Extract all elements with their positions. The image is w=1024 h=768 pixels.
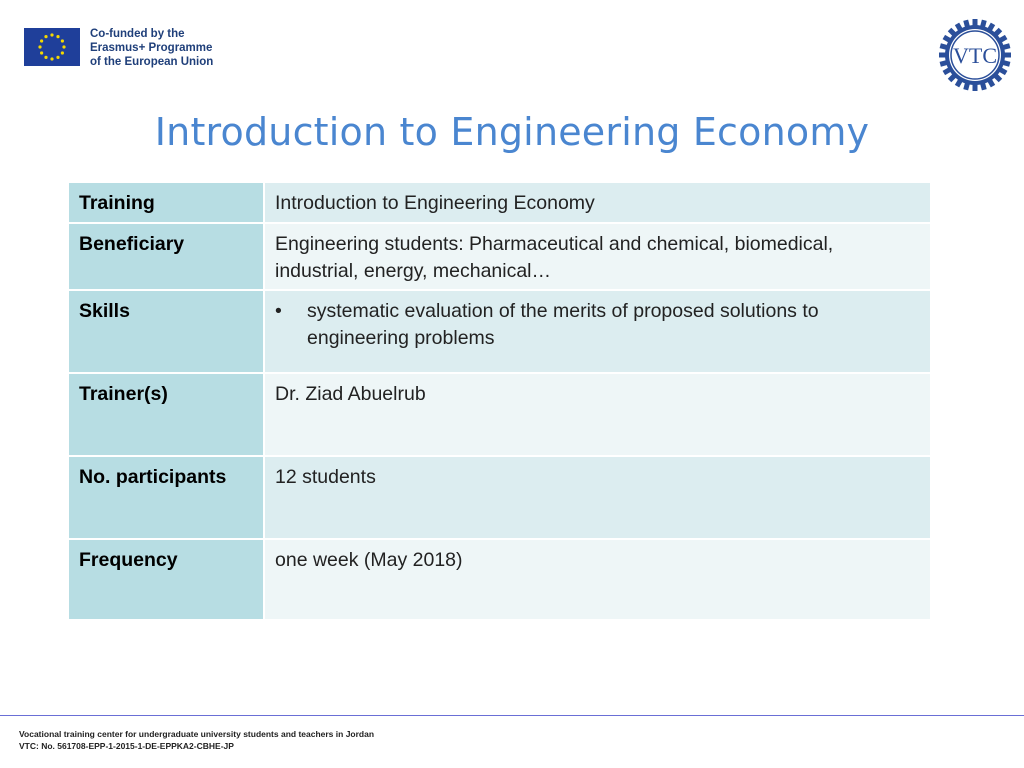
row-value: Introduction to Engineering Economy <box>265 183 930 222</box>
table-row <box>69 291 930 374</box>
row-value: 12 students <box>265 457 930 538</box>
eu-text-line: Erasmus+ Programme <box>90 42 213 54</box>
vtc-logo-icon <box>938 18 1012 92</box>
bullet-item <box>275 298 920 352</box>
row-label: No. participants <box>69 457 265 538</box>
footer-divider <box>0 715 1024 716</box>
row-label: Frequency <box>69 540 265 619</box>
eu-text-line: of the European Union <box>90 56 214 68</box>
row-label: Trainer(s) <box>69 374 265 455</box>
svg-text:VTC: VTC <box>953 43 997 68</box>
row-label: Skills <box>69 291 265 372</box>
table-row <box>69 540 930 619</box>
footer-line-2: VTC: No. 561708-EPP-1-2015-1-DE-EPPKA2-CBHE-JP <box>19 741 234 751</box>
table-row <box>69 224 930 291</box>
eu-star <box>44 35 47 38</box>
eu-cofunding-text <box>90 27 213 69</box>
footer-line-1: Vocational training center for undergraduate university students and teachers in Jordan <box>19 729 375 739</box>
row-value <box>265 291 930 372</box>
page-title: Introduction to Engineering Economy <box>154 110 870 154</box>
footer <box>19 728 374 752</box>
eu-star <box>38 45 41 48</box>
bullet-glyph: • <box>275 300 282 322</box>
eu-star <box>61 51 64 54</box>
table-row <box>69 374 930 457</box>
eu-star <box>40 39 43 42</box>
eu-flag-icon <box>24 28 80 66</box>
eu-star <box>62 45 65 48</box>
eu-star <box>50 33 53 36</box>
eu-star <box>56 35 59 38</box>
row-value: Engineering students: Pharmaceutical and chemical, biomedical, industrial, energy, mechanical… <box>265 224 930 289</box>
eu-star <box>61 39 64 42</box>
table-row <box>69 457 930 540</box>
training-info-table <box>69 183 930 619</box>
table-row <box>69 183 930 224</box>
bullet-text: systematic evaluation of the merits of proposed solutions to engineering problems <box>307 300 819 349</box>
row-value: one week (May 2018) <box>265 540 930 619</box>
eu-star <box>50 57 53 60</box>
eu-star <box>44 56 47 59</box>
row-value: Dr. Ziad Abuelrub <box>265 374 930 455</box>
eu-star <box>40 51 43 54</box>
eu-text-line: Co-funded by the <box>90 28 185 40</box>
row-label: Beneficiary <box>69 224 265 289</box>
row-label: Training <box>69 183 265 222</box>
eu-star <box>56 56 59 59</box>
